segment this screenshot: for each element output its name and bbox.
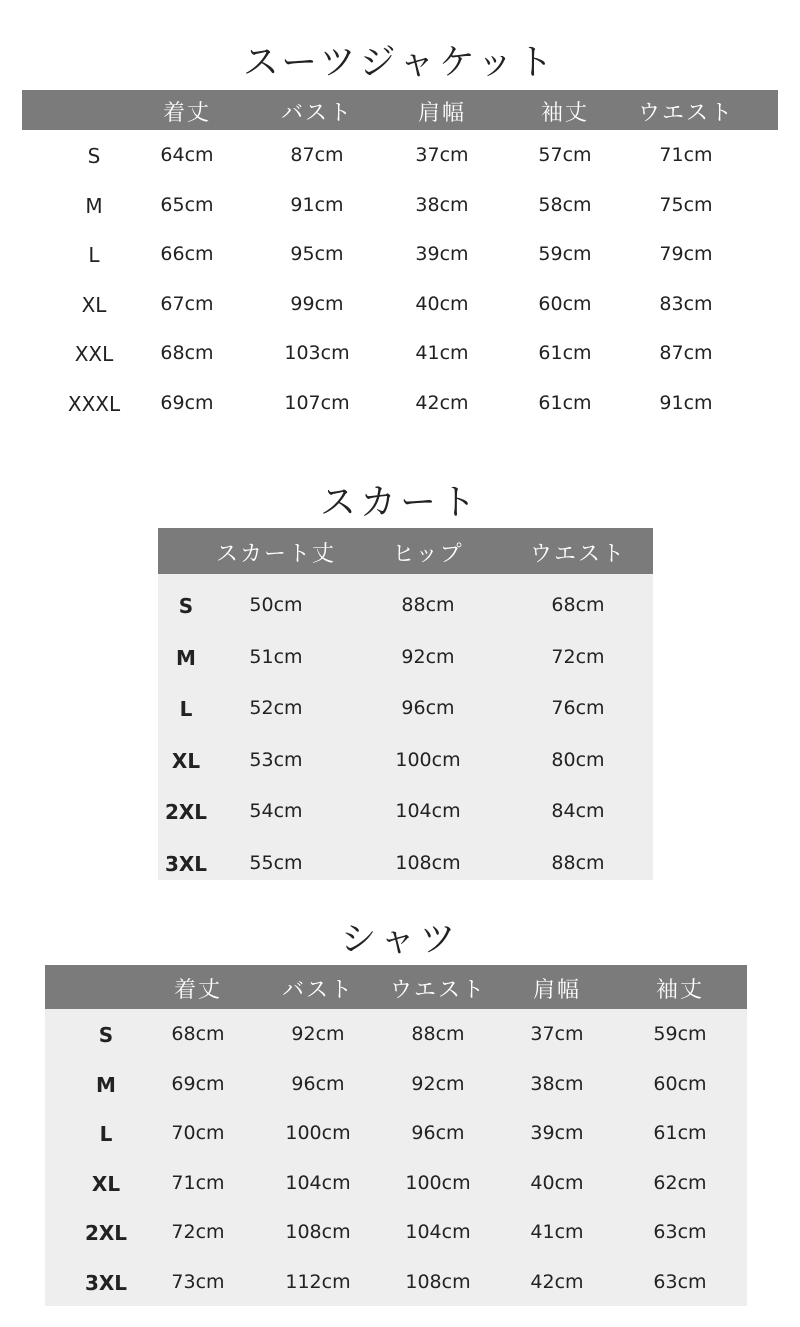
jacket-header-5: ウエスト (637, 101, 734, 126)
skirt-size-label: L (179, 697, 193, 721)
jacket-table-header (22, 90, 778, 130)
skirt-cell: 52cm (249, 697, 303, 719)
jacket-table-body (22, 130, 778, 430)
shirt-cell: 96cm (411, 1122, 465, 1144)
jacket-header-1: 着丈 (162, 101, 211, 126)
shirt-table-body (45, 1009, 747, 1306)
skirt-size-label: 3XL (164, 851, 208, 876)
skirt-cell: 76cm (551, 697, 605, 719)
jacket-cell: 66cm (160, 243, 214, 265)
shirt-cell: 73cm (171, 1270, 225, 1293)
shirt-cell: 72cm (171, 1221, 225, 1243)
shirt-cell: 88cm (411, 1023, 465, 1045)
jacket-cell: 61cm (538, 391, 592, 414)
shirt-cell: 63cm (653, 1270, 707, 1293)
jacket-title: スーツジャケット (242, 42, 558, 83)
skirt-cell: 88cm (551, 851, 605, 874)
skirt-header-2: ヒップ (392, 542, 464, 567)
shirt-cell: 61cm (653, 1122, 707, 1144)
jacket-header-2: バスト (280, 101, 353, 126)
skirt-header-3: ウエスト (529, 542, 626, 567)
jacket-cell: 103cm (284, 342, 350, 364)
jacket-cell: 95cm (290, 243, 344, 265)
jacket-size-label: L (88, 243, 100, 267)
shirt-size-table (45, 965, 747, 1306)
shirt-cell: 38cm (530, 1072, 584, 1095)
skirt-cell: 88cm (401, 594, 455, 616)
skirt-size-label: 2XL (164, 800, 208, 824)
skirt-cell: 55cm (249, 851, 303, 874)
jacket-cell: 83cm (659, 292, 713, 315)
skirt-cell: 100cm (395, 748, 461, 771)
shirt-table-header (45, 965, 747, 1009)
skirt-table-header (158, 528, 653, 574)
jacket-cell: 87cm (290, 144, 344, 166)
jacket-cell: 71cm (659, 144, 713, 166)
jacket-size-table (22, 90, 778, 430)
jacket-cell: 91cm (659, 391, 713, 414)
jacket-cell: 65cm (160, 193, 214, 216)
jacket-size-label: M (85, 193, 103, 218)
skirt-header-1: スカート丈 (215, 542, 336, 567)
shirt-cell: 100cm (285, 1122, 351, 1144)
shirt-header-1: 着丈 (173, 978, 222, 1003)
jacket-cell: 58cm (538, 193, 592, 216)
skirt-cell: 80cm (551, 748, 605, 771)
jacket-cell: 38cm (415, 193, 469, 216)
shirt-cell: 108cm (285, 1221, 351, 1243)
skirt-cell: 54cm (249, 800, 303, 822)
skirt-size-label: XL (171, 748, 201, 773)
skirt-cell: 92cm (401, 645, 455, 668)
shirt-size-label: L (99, 1122, 113, 1146)
shirt-cell: 100cm (405, 1171, 471, 1194)
skirt-size-label: M (176, 645, 196, 670)
skirt-cell: 50cm (249, 594, 303, 616)
skirt-size-label: S (178, 594, 194, 618)
jacket-header-4: 袖丈 (540, 101, 589, 126)
skirt-cell: 108cm (395, 851, 461, 874)
shirt-cell: 108cm (405, 1270, 471, 1293)
shirt-cell: 62cm (653, 1171, 707, 1194)
shirt-cell: 68cm (171, 1023, 225, 1045)
shirt-cell: 69cm (171, 1072, 225, 1095)
shirt-title: シャツ (340, 919, 460, 960)
shirt-header-5: 袖丈 (655, 978, 704, 1003)
skirt-cell: 104cm (395, 800, 461, 822)
jacket-cell: 42cm (415, 391, 469, 414)
shirt-cell: 41cm (530, 1221, 584, 1243)
shirt-size-label: XL (91, 1171, 121, 1196)
shirt-cell: 104cm (405, 1221, 471, 1243)
jacket-cell: 59cm (538, 243, 592, 265)
jacket-size-label: S (87, 144, 101, 168)
shirt-cell: 59cm (653, 1023, 707, 1045)
skirt-size-table (158, 528, 653, 880)
jacket-cell: 37cm (415, 144, 469, 166)
shirt-header-3: ウエスト (389, 978, 486, 1003)
jacket-cell: 79cm (659, 243, 713, 265)
shirt-header-2: バスト (281, 978, 354, 1003)
skirt-cell: 51cm (249, 645, 303, 668)
shirt-size-label: 3XL (84, 1270, 128, 1295)
shirt-size-label: M (96, 1072, 116, 1097)
jacket-cell: 60cm (538, 292, 592, 315)
jacket-cell: 57cm (538, 144, 592, 166)
jacket-cell: 64cm (160, 144, 214, 166)
shirt-cell: 37cm (530, 1023, 584, 1045)
skirt-cell: 84cm (551, 800, 605, 822)
shirt-cell: 104cm (285, 1171, 351, 1194)
skirt-cell: 53cm (249, 748, 303, 771)
shirt-cell: 70cm (171, 1122, 225, 1144)
skirt-cell: 72cm (551, 645, 605, 668)
shirt-header-4: 肩幅 (532, 978, 581, 1003)
skirt-cell: 96cm (401, 697, 455, 719)
jacket-cell: 39cm (415, 243, 469, 265)
shirt-cell: 63cm (653, 1221, 707, 1243)
jacket-cell: 87cm (659, 342, 713, 364)
jacket-size-label: XXL (74, 342, 114, 366)
shirt-size-label: 2XL (84, 1221, 128, 1245)
jacket-cell: 99cm (290, 292, 344, 315)
jacket-size-label: XXXL (67, 391, 121, 416)
shirt-cell: 96cm (291, 1072, 345, 1095)
skirt-title: スカート (319, 482, 480, 523)
shirt-cell: 92cm (291, 1023, 345, 1045)
jacket-cell: 68cm (160, 342, 214, 364)
jacket-cell: 40cm (415, 292, 469, 315)
jacket-cell: 69cm (160, 391, 214, 414)
jacket-header-3: 肩幅 (417, 101, 466, 126)
shirt-cell: 92cm (411, 1072, 465, 1095)
jacket-cell: 61cm (538, 342, 592, 364)
jacket-cell: 75cm (659, 193, 713, 216)
shirt-cell: 42cm (530, 1270, 584, 1293)
skirt-cell: 68cm (551, 594, 605, 616)
shirt-cell: 60cm (653, 1072, 707, 1095)
jacket-cell: 107cm (284, 391, 350, 414)
skirt-table-body (158, 574, 653, 880)
shirt-cell: 71cm (171, 1171, 225, 1194)
shirt-cell: 112cm (285, 1270, 351, 1293)
jacket-size-label: XL (81, 292, 107, 317)
jacket-cell: 41cm (415, 342, 469, 364)
shirt-size-label: S (98, 1023, 114, 1047)
jacket-cell: 67cm (160, 292, 214, 315)
shirt-cell: 40cm (530, 1171, 584, 1194)
jacket-cell: 91cm (290, 193, 344, 216)
shirt-cell: 39cm (530, 1122, 584, 1144)
